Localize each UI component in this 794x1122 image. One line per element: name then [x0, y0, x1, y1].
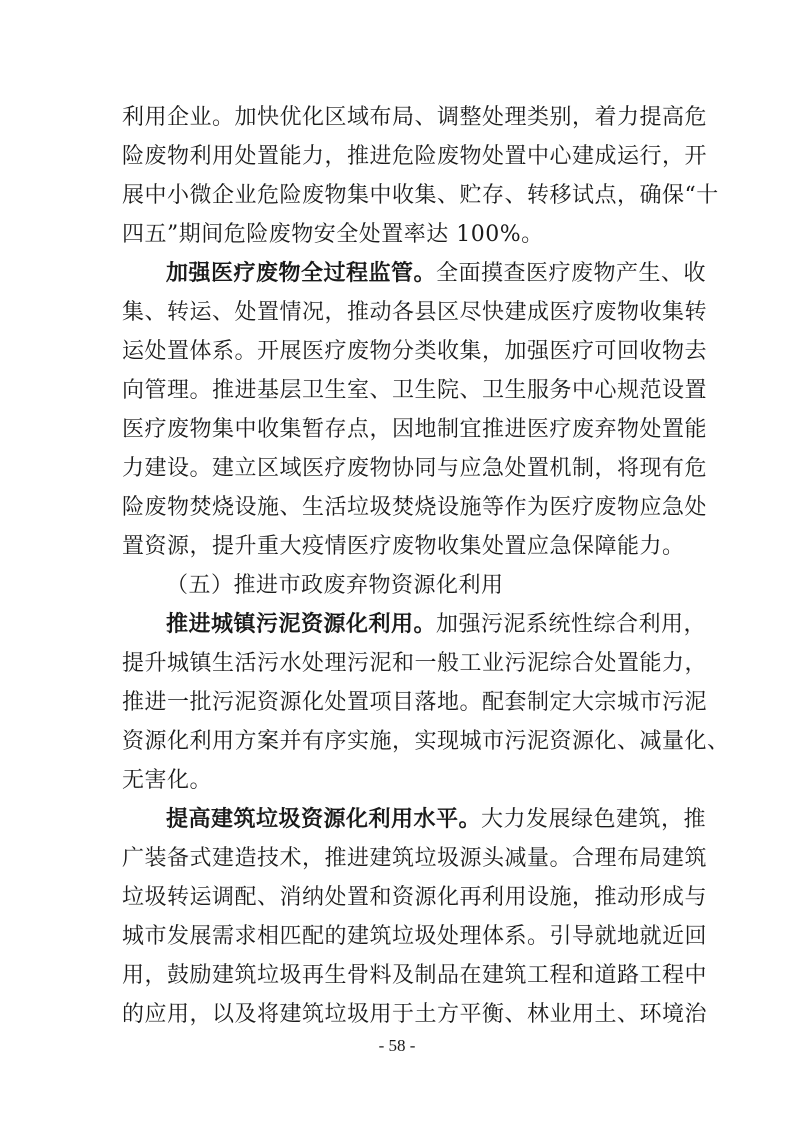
text-line: 运处置体系。开展医疗废物分类收集，加强医疗可回收物去	[122, 339, 708, 364]
paragraph-text: 加强污泥系统性综合利用，	[436, 612, 707, 637]
text-line: 置资源，提升重大疫情医疗废物收集处置应急保障能力。	[122, 534, 685, 559]
paragraph-lead: 加强医疗废物全过程监管。	[166, 260, 437, 286]
text-line	[122, 254, 707, 293]
text-line: 垃圾转运调配、消纳处置和资源化再利用设施，推动形成与	[122, 885, 708, 910]
paragraph-text: 全面摸查医疗废物产生、收	[436, 261, 707, 286]
text-line: 用，鼓励建筑垃圾再生骨料及制品在建筑工程和道路工程中	[122, 963, 708, 988]
paragraph-lead: 提高建筑垃圾资源化利用水平。	[166, 806, 482, 832]
text-line: 推进一批污泥资源化处置项目落地。配套制定大宗城市污泥	[122, 690, 708, 715]
paragraph-lead: 推进城镇污泥资源化利用。	[166, 611, 437, 637]
text-line: 提升城镇生活污水处理污泥和一般工业污泥综合处置能力，	[122, 651, 708, 676]
text-line	[122, 605, 707, 644]
paragraph-medical-waste	[122, 254, 708, 566]
paragraph-hazardous-waste-continued	[122, 98, 719, 254]
text-line: 广装备式建造技术，推进建筑垃圾源头减量。合理布局建筑	[122, 846, 708, 871]
page-number: - 58 -	[378, 1036, 416, 1055]
section-heading: （五）推进市政废弃物资源化利用	[166, 573, 504, 598]
text-line: 城市发展需求相匹配的建筑垃圾处理体系。引导就地就近回	[122, 924, 708, 949]
text-line: 利用企业。加快优化区域布局、调整处理类别，着力提高危	[122, 105, 708, 130]
text-line: 展中小微企业危险废物集中收集、贮存、转移试点，确保“十	[122, 183, 719, 208]
text-line: 四五”期间危险废物安全处置率达 100%。	[122, 222, 544, 247]
text-line: 的应用，以及将建筑垃圾用于土方平衡、林业用土、环境治	[122, 1002, 708, 1027]
text-line	[122, 800, 707, 839]
paragraph-sludge	[122, 605, 730, 800]
text-line: 险废物利用处置能力，推进危险废物处置中心建成运行，开	[122, 144, 708, 169]
text-line: 资源化利用方案并有序实施，实现城市污泥资源化、减量化、	[122, 729, 730, 754]
text-line: 险废物焚烧设施、生活垃圾焚烧设施等作为医疗废物应急处	[122, 495, 708, 520]
text-line: 集、转运、处置情况，推动各县区尽快建成医疗废物收集转	[122, 300, 708, 325]
document-body	[122, 98, 730, 1034]
paragraph-construction-waste	[122, 800, 708, 1034]
text-line: 向管理。推进基层卫生室、卫生院、卫生服务中心规范设置	[122, 378, 708, 403]
paragraph-text: 大力发展绿色建筑，推	[481, 807, 707, 832]
text-line: 医疗废物集中收集暂存点，因地制宜推进医疗废弃物处置能	[122, 417, 708, 442]
text-line: 无害化。	[122, 768, 213, 793]
text-line: 力建设。建立区域医疗废物协同与应急处置机制，将现有危	[122, 456, 708, 481]
